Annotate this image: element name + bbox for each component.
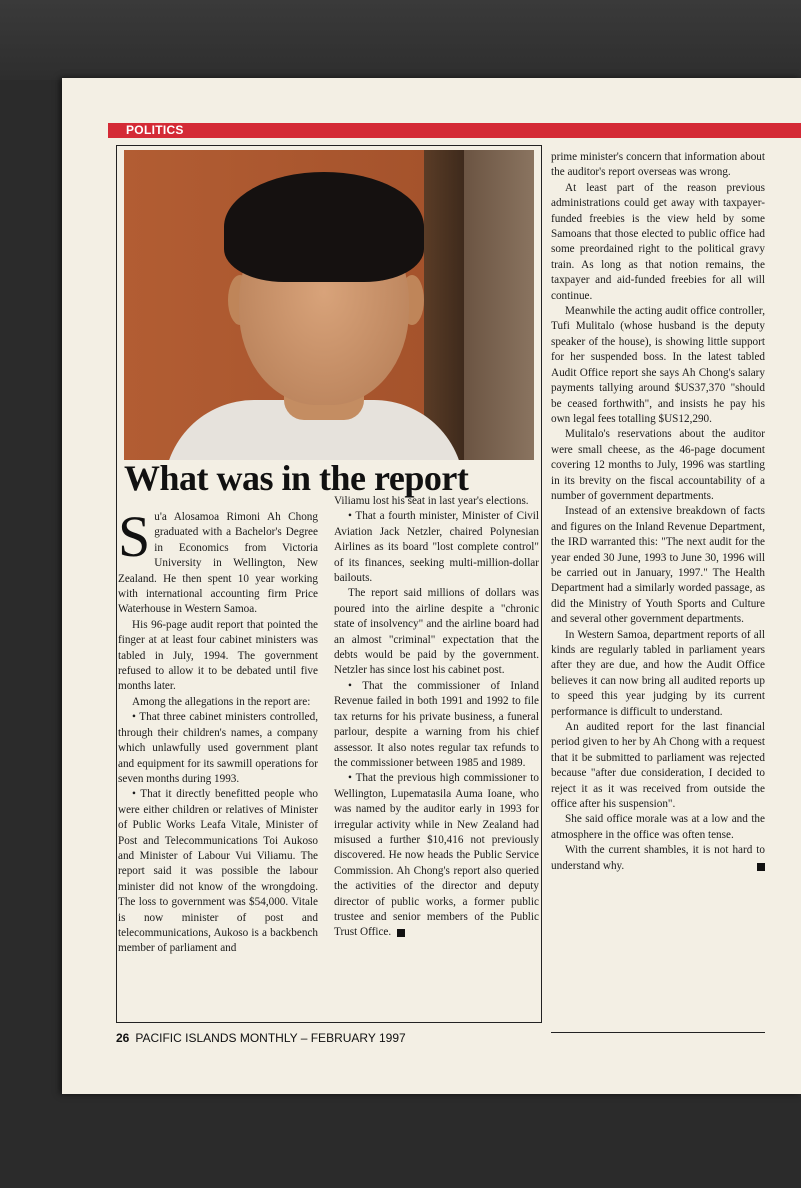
paragraph: • That a fourth minister, Minister of Civil Aviation Jack Netzler, chaired Polynesian Airlines as its board "lost complete control" of its finances, seeking multi-million-dollar bailouts. — [334, 510, 539, 585]
paragraph: Mulitalo's reservations about the auditor were small cheese, as the 46-page document covering 12 months to July, 1996 was startling in its brevity on the fiscal accountability of a number of government departments. — [551, 428, 765, 502]
paragraph: prime minister's concern that information about the auditor's report overseas was wrong. — [551, 151, 765, 179]
end-mark-icon — [397, 929, 405, 937]
paragraph: Viliamu lost his seat in last year's elections. — [334, 495, 529, 507]
paragraph: • That three cabinet ministers controlled, through their children's names, a company which unlawfully used government plant and equipment for its sawmill operations for seven months during 1993. — [118, 711, 318, 785]
drop-cap: S — [118, 504, 151, 569]
paragraph: She said office morale was at a low and the atmosphere in the office was often tense. — [551, 813, 765, 841]
headline: What was in the report — [124, 458, 469, 498]
paragraph: Su'a Alosamoa Rimoni Ah Chong graduated with a Bachelor's Degree in Economics from Victoria University in Wellington, New Zealand. He then spent 10 year working with international accounting firm Price Waterhouse in Western Samoa. — [118, 504, 318, 616]
section-bar — [108, 123, 801, 138]
paragraph: • That the commissioner of Inland Revenue failed in both 1991 and 1992 to file tax returns for his private business, a funeral parlour, despite a warning from his chief assessor. It also notes regular tax refunds to the commissioner between 1985 and 1989. — [334, 679, 539, 769]
paragraph: With the current shambles, it is not hard to understand why. — [551, 844, 765, 872]
page-number: 26 — [116, 1031, 130, 1045]
paragraph: In Western Samoa, department reports of all kinds are regularly tabled in parliament years after they are due, and how the Audit Office believes it can now bring all audited reports up to speed this year judging by its current performance is difficult to understand. — [551, 628, 765, 718]
paragraph: His 96-page audit report that pointed the finger at at least four cabinet ministers was tabled in July, 1994. The government refused to allow it to be debated until five months later. — [118, 618, 318, 693]
column-rule — [551, 1032, 765, 1033]
end-mark-icon — [757, 863, 765, 871]
paragraph: An audited report for the last financial period given to her by Ah Chong with a request that it be submitted to parliament was rejected because "after due consideration, I decided to reject it as it was received from outside the office after his suspension". — [551, 721, 765, 811]
section-label: POLITICS — [126, 123, 184, 137]
background-top — [0, 0, 801, 80]
paragraph: Meanwhile the acting audit office controller, Tufi Mulitalo (whose husband is the deputy speaker of the house), is showing little support for her suspended boss. In the latest tabled Audit Office report she says Ah Chong's salary payments tallying around $US37,370 "should be ceased forthwith", and insists he pay his own legal fees totalling $US12,290. — [551, 305, 765, 425]
portrait-photo — [124, 150, 534, 460]
paragraph: Among the allegations in the report are: — [132, 695, 311, 708]
paragraph: • That the previous high commissioner to Wellington, Lupematasila Auma Ioane, who was named by the auditor early in 1993 for irregular activity while in New Zealand had misused a further $10,416 not previously discovered. He now heads the Public Service Commission. Ah Chong's report also queried the activities of the director and deputy director of public works, a former public trustee and senior members of the Public Trust Office. — [334, 772, 539, 939]
column-2 — [334, 494, 539, 941]
paragraph: At least part of the reason previous administrations could get away with taxpayer-funded freebies is the view held by some Samoans that those elected to public office had some preordained right to the political gravy train. As long as that notion remains, the taxpayer and aid-funded freebies for all will continue. — [551, 181, 765, 302]
paragraph: • That it directly benefitted people who were either children or relatives of Minister of Public Works Leafa Vitale, Minister of Post and Telecommunications Toi Aukoso and Minister of Labour Vui Viliamu. The report said it was possible the labour minister did not know of the wrongdoing. The loss to government was $54,000. Vitale is now minister of post and telecommunications, Aukoso is a backbench member of parliament and — [118, 788, 318, 955]
page-footer — [116, 1030, 406, 1046]
publication-line: PACIFIC ISLANDS MONTHLY – FEBRUARY 1997 — [135, 1031, 406, 1045]
column-1 — [118, 504, 318, 957]
paragraph: Instead of an extensive breakdown of facts and figures on the Inland Revenue Department, the IRD warranted this: "The next audit for the year ended 30 June, 1993 to June 30, 1996 will be carried out in January, 1997." The Health Department had a similarly worded passage, as did the Ministry of Youth Sports and Culture and several other government departments. — [551, 505, 765, 626]
column-3 — [551, 150, 765, 874]
paragraph: The report said millions of dollars was poured into the airline despite a "chronic state of insolvency" and the airline board had an almost "criminal" expectation that the debts would be paid by the government. Netzler has since lost his cabinet post. — [334, 587, 539, 677]
